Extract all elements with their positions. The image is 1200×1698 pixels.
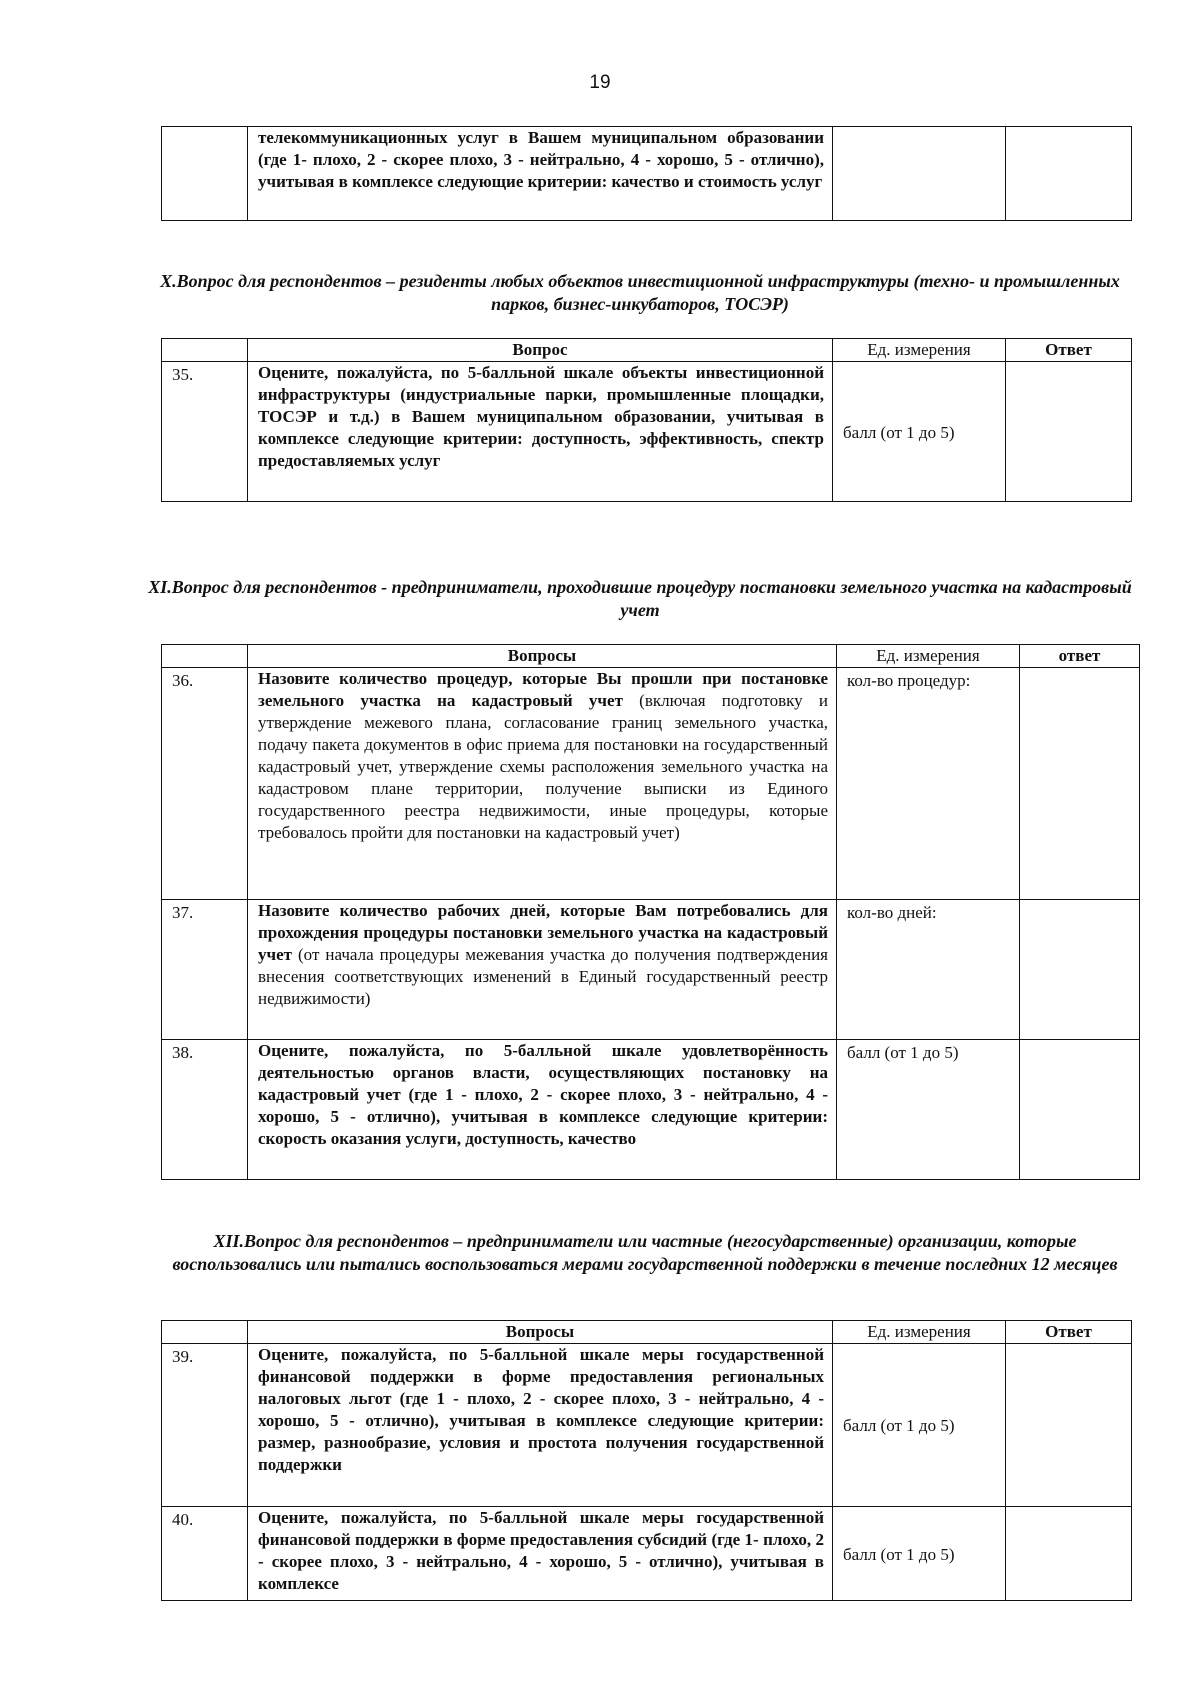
row-number: 40. bbox=[162, 1507, 248, 1601]
unit-cell: кол-во дней: bbox=[837, 900, 1020, 1040]
column-header-unit: Ед. измерения bbox=[833, 339, 1006, 362]
question-text: Назовите количество процедур, которые Вы прошли при постановке земельного участка на кадастровый учет (включая подготовку и утверждение межевого плана, согласование границ земельного участка, подачу пакета документов в офис приема для постановки на государственный кадастровый учет, утверждение схемы расположения земельного участка на кадастровом плане территории, получение выписки из Единого государственного реестра недвижимости, иные процедуры, которые требовалось пройти для постановки на кадастровый учет) bbox=[248, 668, 837, 900]
unit-cell bbox=[833, 127, 1006, 221]
question-text: Оцените, пожалуйста, по 5-балльной шкале объекты инвестиционной инфраструктуры (индустриальные парки, промышленные площадки, ТОСЭР и т.д.) в Вашем муниципальном образовании, учитывая в комплексе следующие критерии: доступность, эффективность, спектр предоставляемых услуг bbox=[248, 362, 833, 502]
section-xii-title: XII.Вопрос для респондентов – предприниматели или частные (негосударственные) организации, которые воспользовались или пытались воспользоваться мерами государственной поддержки в течение последних 12 месяцев bbox=[172, 1231, 1118, 1274]
answer-cell[interactable] bbox=[1006, 362, 1132, 502]
column-header-answer: Ответ bbox=[1006, 1321, 1132, 1344]
question-text: Оцените, пожалуйста, по 5-балльной шкале меры государственной финансовой поддержки в форме предоставления региональных налоговых льгот (где 1 - плохо, 2 - скорее плохо, 3 - нейтрально, 4 - хорошо, 5 - отлично), учитывая в комплексе следующие критерии: размер, разнообразие, условия и простота получения государственной поддержки bbox=[248, 1344, 833, 1507]
table-section-xii bbox=[161, 1320, 1132, 1601]
column-header-number bbox=[162, 1321, 248, 1344]
table-row bbox=[162, 668, 1140, 900]
unit-cell: балл (от 1 до 5) bbox=[833, 1344, 1006, 1507]
column-header-answer: ответ bbox=[1020, 645, 1140, 668]
table-header-row bbox=[162, 339, 1132, 362]
table-section-x bbox=[161, 338, 1132, 502]
table-row bbox=[162, 362, 1132, 502]
page-number: 19 bbox=[589, 72, 611, 93]
table-row bbox=[162, 127, 1132, 221]
table-section-xi bbox=[161, 644, 1140, 1180]
table-top bbox=[161, 126, 1132, 221]
unit-cell: балл (от 1 до 5) bbox=[833, 1507, 1006, 1601]
section-xi-title: XI.Вопрос для респондентов - предприниматели, проходившие процедуру постановки земельного участка на кадастровый учет bbox=[148, 577, 1132, 620]
table-row bbox=[162, 1040, 1140, 1180]
unit-cell: кол-во процедур: bbox=[837, 668, 1020, 900]
section-x-title: X.Вопрос для респондентов – резиденты любых объектов инвестиционной инфраструктуры (техно- и промышленных парков, бизнес-инкубаторов, ТОСЭР) bbox=[160, 271, 1120, 314]
row-number: 36. bbox=[162, 668, 248, 900]
answer-cell[interactable] bbox=[1006, 127, 1132, 221]
answer-cell[interactable] bbox=[1006, 1344, 1132, 1507]
table-header-row bbox=[162, 1321, 1132, 1344]
row-number: 39. bbox=[162, 1344, 248, 1507]
answer-cell[interactable] bbox=[1020, 900, 1140, 1040]
answer-cell[interactable] bbox=[1020, 668, 1140, 900]
question-text: Оцените, пожалуйста, по 5-балльной шкале удовлетворённость деятельностью органов власти, осуществляющих постановку на кадастровый учет (где 1 - плохо, 2 - скорее плохо, 3 - нейтрально, 4 - хорошо, 5 - отлично), учитывая в комплексе следующие критерии: скорость оказания услуги, доступность, качество bbox=[248, 1040, 837, 1180]
row-number: 37. bbox=[162, 900, 248, 1040]
row-number: 38. bbox=[162, 1040, 248, 1180]
table-header-row bbox=[162, 645, 1140, 668]
question-text: Назовите количество рабочих дней, которые Вам потребовались для прохождения процедуры постановки земельного участка на кадастровый учет (от начала процедуры межевания участка до получения подтверждения внесения соответствующих изменений в Единый государственный реестр недвижимости) bbox=[248, 900, 837, 1040]
answer-cell[interactable] bbox=[1006, 1507, 1132, 1601]
table-row bbox=[162, 1507, 1132, 1601]
column-header-number bbox=[162, 645, 248, 668]
row-number: 35. bbox=[162, 362, 248, 502]
column-header-question: Вопрос bbox=[248, 339, 833, 362]
unit-cell: балл (от 1 до 5) bbox=[837, 1040, 1020, 1180]
question-text: Оцените, пожалуйста, по 5-балльной шкале меры государственной финансовой поддержки в форме предоставления субсидий (где 1- плохо, 2 - скорее плохо, 3 - нейтрально, 4 - хорошо, 5 - отлично), учитывая в комплексе bbox=[248, 1507, 833, 1601]
answer-cell[interactable] bbox=[1020, 1040, 1140, 1180]
table-row bbox=[162, 1344, 1132, 1507]
unit-cell: балл (от 1 до 5) bbox=[833, 362, 1006, 502]
table-row bbox=[162, 900, 1140, 1040]
column-header-unit: Ед. измерения bbox=[837, 645, 1020, 668]
column-header-number bbox=[162, 339, 248, 362]
column-header-question: Вопросы bbox=[248, 645, 837, 668]
row-number bbox=[162, 127, 248, 221]
question-text: телекоммуникационных услуг в Вашем муниципальном образовании (где 1- плохо, 2 - скорее плохо, 3 - нейтрально, 4 - хорошо, 5 - отлично), учитывая в комплексе следующие критерии: качество и стоимость услуг bbox=[248, 127, 833, 221]
column-header-answer: Ответ bbox=[1006, 339, 1132, 362]
column-header-question: Вопросы bbox=[248, 1321, 833, 1344]
column-header-unit: Ед. измерения bbox=[833, 1321, 1006, 1344]
